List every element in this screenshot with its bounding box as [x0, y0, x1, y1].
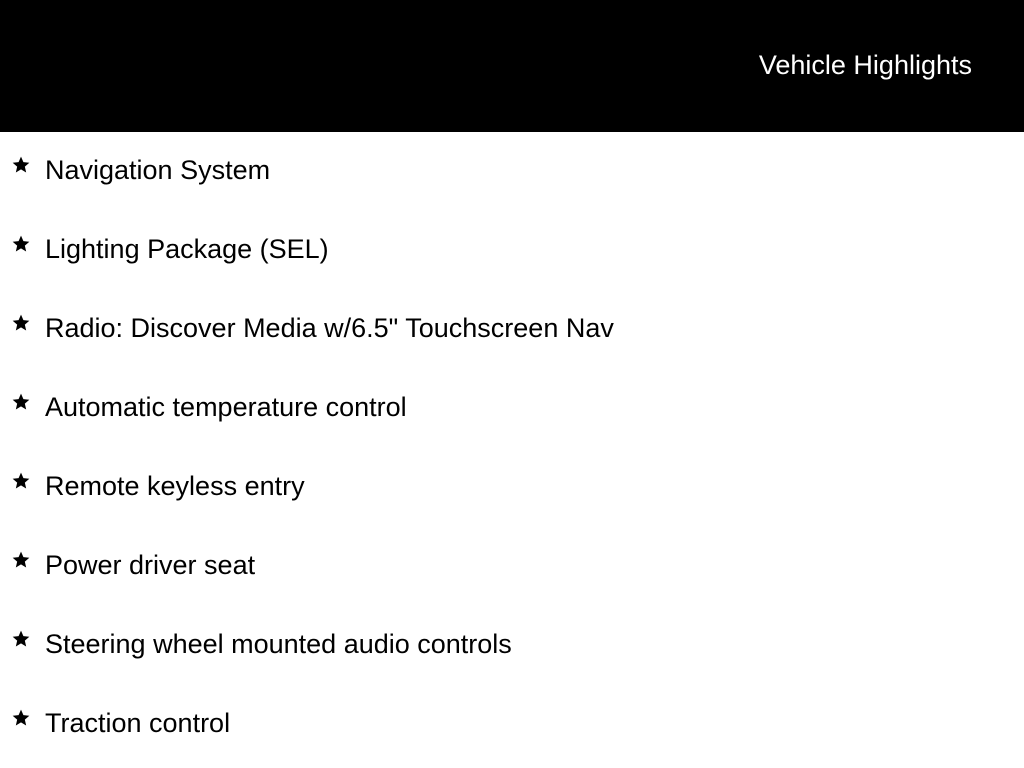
list-item-label: Traction control [45, 708, 231, 738]
star-icon [11, 313, 31, 333]
list-item-label: Navigation System [45, 155, 271, 185]
list-item [0, 211, 1024, 290]
star-icon [11, 471, 31, 491]
list-item [0, 369, 1024, 448]
star-icon [11, 392, 31, 412]
list-item [0, 685, 1024, 764]
star-icon [11, 234, 31, 254]
list-item-label: Radio: Discover Media w/6.5" Touchscreen Nav [45, 313, 614, 343]
star-icon [11, 708, 31, 728]
list-item [0, 290, 1024, 369]
header-bar [0, 0, 1024, 132]
star-icon [11, 155, 31, 175]
page-title: Vehicle Highlights [758, 50, 972, 80]
list-item-label: Lighting Package (SEL) [45, 234, 329, 264]
list-item-label: Remote keyless entry [45, 471, 305, 501]
list-item [0, 132, 1024, 211]
highlights-list [0, 132, 1024, 764]
list-item [0, 527, 1024, 606]
list-item-label: Automatic temperature control [45, 392, 407, 422]
star-icon [11, 629, 31, 649]
star-icon [11, 550, 31, 570]
list-item [0, 606, 1024, 685]
list-item-label: Power driver seat [45, 550, 256, 580]
list-item-label: Steering wheel mounted audio controls [45, 629, 512, 659]
list-item [0, 448, 1024, 527]
